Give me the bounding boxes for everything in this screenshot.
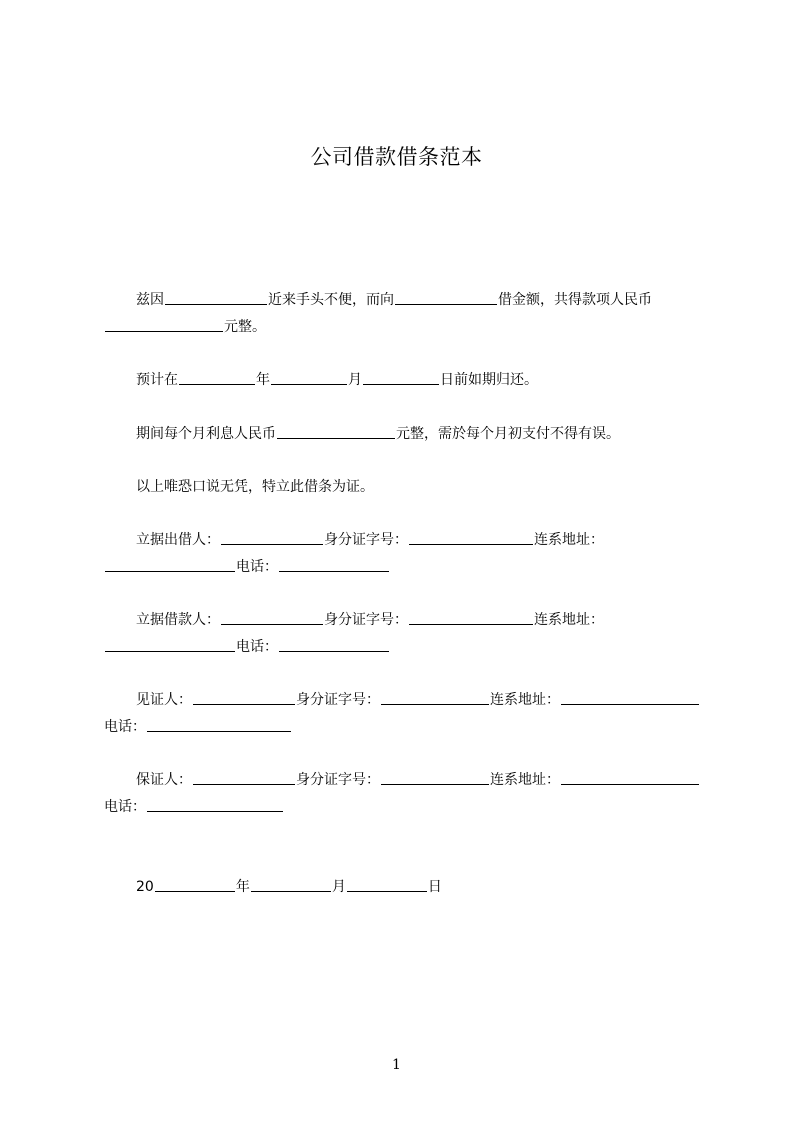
guarantor-address-label: 连系地址： [490,772,560,788]
borrower-address-blank[interactable] [105,637,235,652]
witness-phone-label: 电话： [104,719,146,735]
repayment-label: 预计在 [136,372,178,388]
amount-text: 借金额，共得款项人民币 [498,292,652,308]
guarantor-phone-label: 电话： [104,799,146,815]
guarantor-id-blank[interactable] [381,770,489,785]
statement-paragraph [104,474,704,501]
repay-year-blank[interactable] [179,370,255,385]
repay-month-label: 月 [348,372,362,388]
repay-day-label: 日前如期归还。 [440,372,538,388]
document-title: 公司借款借条范本 [310,145,483,169]
lender-label: 立据出借人： [136,532,220,548]
interest-text: 元整，需於每个月初支付不得有误。 [396,426,620,442]
sign-month-label: 月 [331,879,346,895]
repay-day-blank[interactable] [363,370,439,385]
repay-year-label: 年 [256,372,270,388]
borrower-phone-blank[interactable] [279,637,389,652]
borrower-paragraph [104,607,704,661]
witness-paragraph [104,687,704,741]
lender-paragraph [104,527,704,581]
witness-blank[interactable] [193,690,295,705]
borrower-blank[interactable] [221,610,323,625]
witness-id-label: 身分证字号： [296,692,380,708]
interest-amount-blank[interactable] [277,424,395,439]
lender-phone-label: 电话： [236,559,278,575]
date-prefix: 20 [136,879,154,895]
repay-month-blank[interactable] [271,370,347,385]
sign-day-blank[interactable] [347,877,427,892]
witness-id-blank[interactable] [381,690,489,705]
guarantor-phone-blank[interactable] [147,797,283,812]
page-number: 1 [392,1057,401,1073]
witness-label: 见证人： [136,692,192,708]
sign-year-blank[interactable] [155,877,235,892]
sign-month-blank[interactable] [251,877,331,892]
borrower-name-blank[interactable] [165,290,267,305]
amount-blank[interactable] [105,317,223,332]
amount-unit: 元整。 [224,319,266,335]
lender-id-blank[interactable] [409,530,533,545]
guarantor-blank[interactable] [193,770,295,785]
lender-address-blank[interactable] [105,557,235,572]
witness-address-blank[interactable] [561,690,699,705]
borrower-id-label: 身分证字号： [324,612,408,628]
signing-date [104,874,704,901]
interest-label: 期间每个月利息人民币 [136,426,276,442]
borrower-phone-label: 电话： [236,639,278,655]
witness-address-label: 连系地址： [490,692,560,708]
guarantor-paragraph [104,767,704,821]
sign-day-label: 日 [427,879,442,895]
lender-phone-blank[interactable] [279,557,389,572]
lender-name-blank[interactable] [395,290,497,305]
statement-text: 以上唯恐口说无凭，特立此借条为证。 [136,479,374,495]
borrower-address-label: 连系地址： [534,612,604,628]
guarantor-label: 保证人： [136,772,192,788]
lender-address-label: 连系地址： [534,532,604,548]
interest-paragraph [104,421,704,448]
guarantor-id-label: 身分证字号： [296,772,380,788]
reason-label: 兹因 [136,292,164,308]
witness-phone-blank[interactable] [147,717,291,732]
sign-year-label: 年 [235,879,250,895]
lender-blank[interactable] [221,530,323,545]
lender-id-label: 身分证字号： [324,532,408,548]
reason-paragraph [104,287,704,341]
borrower-id-blank[interactable] [409,610,533,625]
borrower-label: 立据借款人： [136,612,220,628]
guarantor-address-blank[interactable] [561,770,699,785]
repayment-paragraph [104,367,704,394]
reason-text: 近来手头不便，而向 [268,292,394,308]
